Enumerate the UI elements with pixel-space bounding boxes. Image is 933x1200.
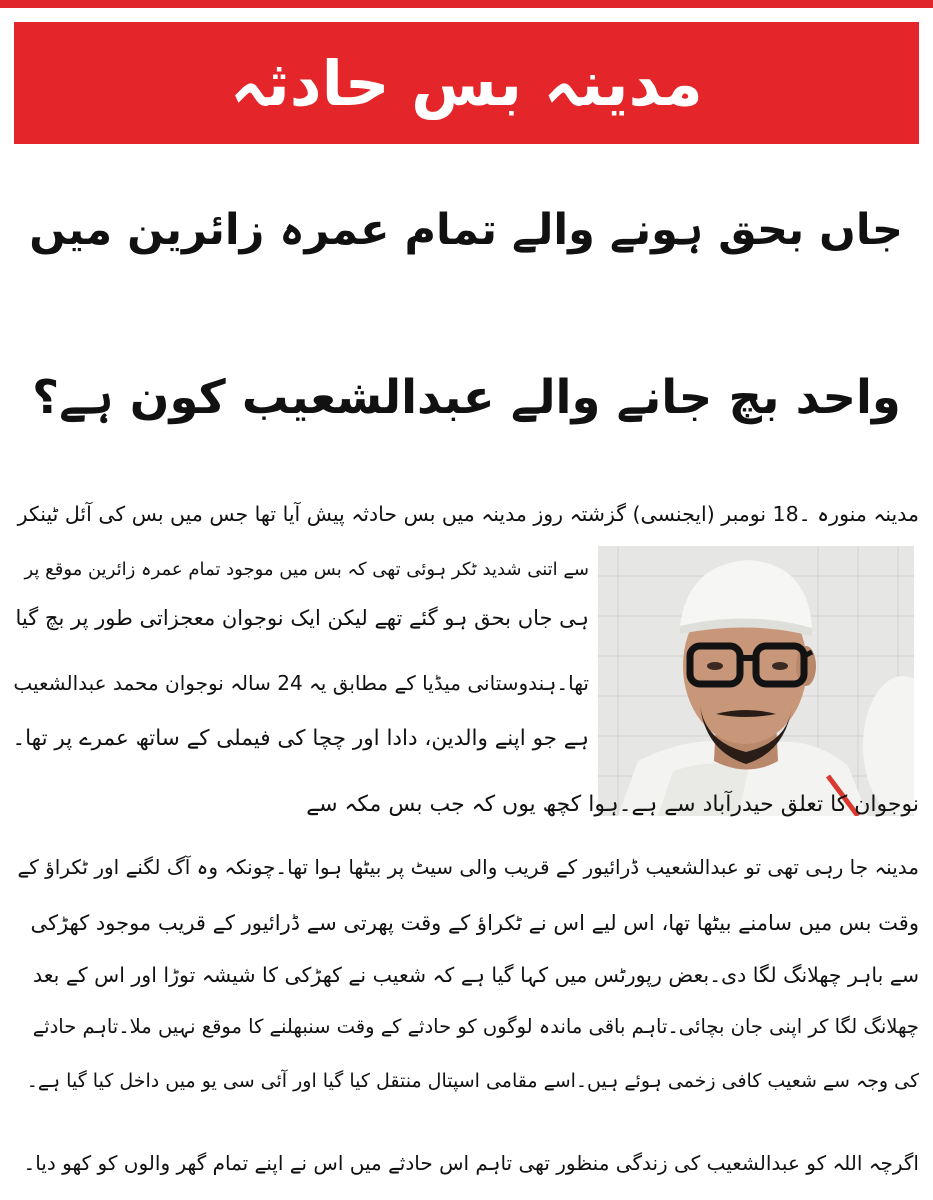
- article-line: سے اتنی شدید ٹکر ہوئی تھی کہ بس میں موجود تمام عمرہ زائرین موقع پر: [24, 559, 589, 580]
- article-line: چھلانگ لگا کر اپنی جان بچائی۔تاہم باقی ماندہ لوگوں کو حادثے کے وقت سنبھلنے کا موقع نہیں ملا۔تاہم حادثے: [32, 1015, 919, 1038]
- headline-line-1: جاں بحق ہونے والے تمام عمرہ زائرین میں: [29, 205, 903, 255]
- headline-line-2: واحد بچ جانے والے عبدالشعیب کون ہے؟: [32, 370, 901, 424]
- top-stripe: [0, 0, 933, 8]
- article-line: مدینہ جا رہی تھی تو عبدالشعیب ڈرائیور کے قریب والی سیٹ پر بیٹھا ہوا تھا۔چونکہ وہ آگ لگنے اور ٹکراؤ کے: [17, 855, 919, 879]
- article-line: تھا۔ہندوستانی میڈیا کے مطابق یہ 24 سالہ نوجوان محمد عبدالشعیب: [13, 671, 589, 695]
- article-line: ہے جو اپنے والدین، دادا اور چچا کی فیملی کے ساتھ عمرے پر تھا۔: [12, 726, 589, 751]
- title-banner: [14, 22, 919, 144]
- article-line: ہی جاں بحق ہو گئے تھے لیکن ایک نوجوان معجزاتی طور پر بچ گیا: [15, 606, 589, 630]
- article-line: کی وجہ سے شعیب کافی زخمی ہوئے ہیں۔اسے مقامی اسپتال منتقل کیا گیا اور آئی سی یو میں داخل کیا گیا ہے۔: [26, 1070, 919, 1092]
- article-line: نوجوان کا تعلق حیدرآباد سے ہے۔ہوا کچھ یوں کہ جب بس مکہ سے: [306, 792, 919, 817]
- banner-title: مدینہ بس حادثہ: [230, 46, 703, 120]
- article-line: وقت بس میں سامنے بیٹھا تھا، اس لیے اس نے ٹکراؤ کے وقت پھرتی سے ڈرائیور کے قریب موجود کھڑکی: [30, 911, 919, 935]
- article-line: سے باہر چھلانگ لگا دی۔بعض رپورٹس میں کہا گیا ہے کہ شعیب نے کھڑکی کا شیشہ توڑا اور اس کے بعد: [33, 963, 919, 987]
- portrait-photo: [598, 546, 914, 816]
- article-line: اگرچہ اللہ کو عبدالشعیب کی زندگی منظور تھی تاہم اس حادثے میں اس نے اپنے تمام گھر والوں کو کھو دیا۔: [23, 1151, 919, 1175]
- article-line: مدینہ منورہ ۔18 نومبر (ایجنسی) گزشتہ روز مدینہ میں بس حادثہ پیش آیا تھا جس میں بس کی آئل ٹینکر: [17, 502, 919, 526]
